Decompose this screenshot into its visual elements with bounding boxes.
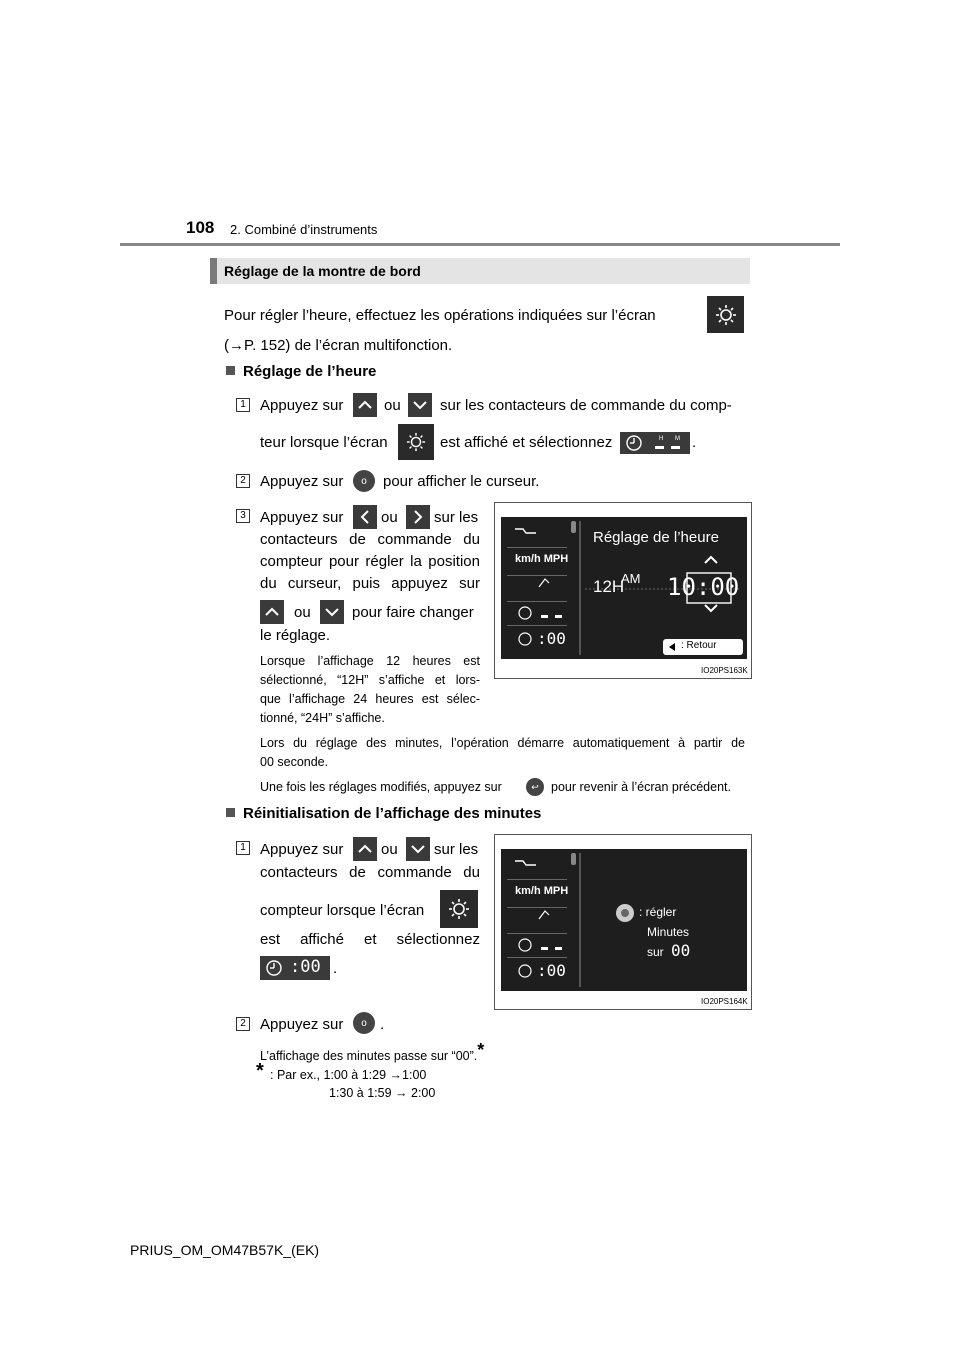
section-title: Réglage de la montre de bord — [224, 263, 421, 279]
step-text: Appuyez sur — [260, 473, 344, 490]
step-text: contacteurs de commande du — [260, 531, 480, 548]
screen-units: km/h MPH — [515, 885, 569, 897]
screen-mode: 12H — [593, 577, 625, 596]
document-id: PRIUS_OM_OM47B57K_(EK) — [130, 1242, 320, 1258]
screen-back-label: : Retour — [681, 640, 717, 651]
figure-code: IO20PS163K — [701, 666, 748, 675]
gear-icon — [707, 296, 744, 333]
page-number: 108 — [186, 218, 215, 237]
screen-msg: Minutes — [647, 925, 690, 939]
step-note: tionné, “24H” s’affiche. — [260, 711, 385, 725]
chevron-up-icon — [353, 393, 377, 417]
subsection-title-1 — [226, 361, 376, 383]
screen-illustration-minutes-reset — [494, 834, 752, 1010]
step-text: du curseur, puis appuyez sur — [260, 575, 480, 592]
screen-msg: sur — [647, 945, 664, 959]
or-text: ou — [381, 509, 398, 526]
step-text: compteur lorsque l’écran — [260, 902, 425, 919]
subsection-title-2 — [226, 803, 541, 825]
step-note: que l’affichage 24 heures est sélec- — [260, 692, 480, 706]
svg-text:M: M — [675, 436, 680, 442]
step-note: Lorsque l’affichage 12 heures est — [260, 654, 480, 668]
step-text: Appuyez sur — [260, 1016, 344, 1033]
subsection-title-2-text: Réinitialisation de l’affichage des minutes — [243, 805, 542, 822]
step-text: est affiché et sélectionnez — [260, 931, 480, 948]
screen-msg: : régler — [639, 905, 677, 919]
or-text: ou — [294, 604, 311, 621]
step-text: le réglage. — [260, 627, 331, 644]
ok-button-icon: o — [353, 1012, 375, 1034]
chevron-down-icon — [408, 393, 432, 417]
step-text: Appuyez sur — [260, 397, 344, 414]
step-number: 3 — [236, 509, 250, 523]
clock-hm-icon — [260, 956, 330, 980]
step-text: Appuyez sur — [260, 509, 344, 526]
chevron-up-icon — [260, 600, 284, 624]
step-text: contacteurs de commande du — [260, 864, 480, 881]
step-text: sur les contacteurs de commande du comp- — [440, 397, 732, 414]
svg-text:H: H — [659, 436, 664, 442]
step-text: est affiché et sélectionnez — [440, 434, 613, 451]
section-title-bar — [210, 258, 750, 284]
step-text: sur les — [434, 509, 479, 526]
screen-units: km/h MPH — [515, 553, 569, 565]
step-text: sur les — [434, 841, 479, 858]
chevron-down-icon — [406, 837, 430, 861]
intro-line-2: (→P. 152) de l’écran multifonction. — [224, 337, 453, 354]
footnote-star: * — [477, 1040, 485, 1060]
chevron-up-icon — [353, 837, 377, 861]
screen-ampm: AM — [621, 571, 641, 586]
chevron-left-icon — [353, 505, 377, 529]
screen-clock-row: :00 — [537, 961, 566, 980]
or-text: ou — [384, 397, 401, 414]
step-text: teur lorsque l’écran — [260, 434, 388, 451]
screen-clock-row: :00 — [537, 629, 566, 648]
step-note: sélectionné, “12H” s’affiche et lors- — [260, 673, 480, 687]
screen-title: Réglage de l’heure — [593, 529, 719, 546]
chevron-down-icon — [320, 600, 344, 624]
screen-illustration-time-setting — [494, 502, 752, 679]
or-text: ou — [381, 841, 398, 858]
step-text: . — [333, 960, 338, 977]
footnote-star: * — [256, 1060, 264, 1082]
step-text: pour afficher le curseur. — [383, 473, 540, 490]
step-number: 1 — [236, 398, 250, 412]
footnote-line: 1:30 à 1:59 → 2:00 — [329, 1086, 436, 1100]
header-rule — [120, 243, 840, 246]
note-back: pour revenir à l’écran précédent. — [551, 780, 731, 794]
screen-time: 10:00 — [667, 573, 740, 601]
step-text: Appuyez sur — [260, 841, 344, 858]
step-number: 1 — [236, 841, 250, 855]
ok-button-icon: o — [353, 470, 375, 492]
intro-line-1: Pour régler l’heure, effectuez les opérations indiquées sur l’écran — [224, 307, 656, 324]
footnote-line: : Par ex., 1:00 à 1:29 →1:00 — [270, 1068, 427, 1082]
clock-minutes: :00 — [290, 957, 321, 977]
gear-icon — [440, 890, 478, 928]
note-minutes: 00 seconde. — [260, 755, 329, 769]
subsection-title-1-text: Réglage de l’heure — [243, 363, 377, 380]
chevron-right-icon — [406, 505, 430, 529]
note-text: L’affichage des minutes passe sur “00”. — [260, 1049, 478, 1063]
step-text: compteur pour régler la position — [260, 553, 480, 570]
step-text: . — [692, 434, 697, 451]
step-number: 2 — [236, 474, 250, 488]
note-back: Une fois les réglages modifiés, appuyez sur — [260, 780, 502, 794]
step-text: pour faire changer — [352, 604, 474, 621]
note-minutes: Lors du réglage des minutes, l’opération démarre automatiquement à partir de — [260, 736, 745, 750]
figure-code: IO20PS164K — [701, 997, 748, 1006]
back-icon: ↩ — [526, 778, 544, 796]
step-number: 2 — [236, 1017, 250, 1031]
clock-hm-icon — [620, 432, 690, 454]
gear-icon — [398, 424, 434, 460]
step-note — [260, 1041, 484, 1066]
screen-msg-digits: 00 — [671, 941, 691, 960]
chapter-title: 2. Combiné d’instruments — [230, 222, 378, 237]
step-text: . — [380, 1016, 385, 1033]
